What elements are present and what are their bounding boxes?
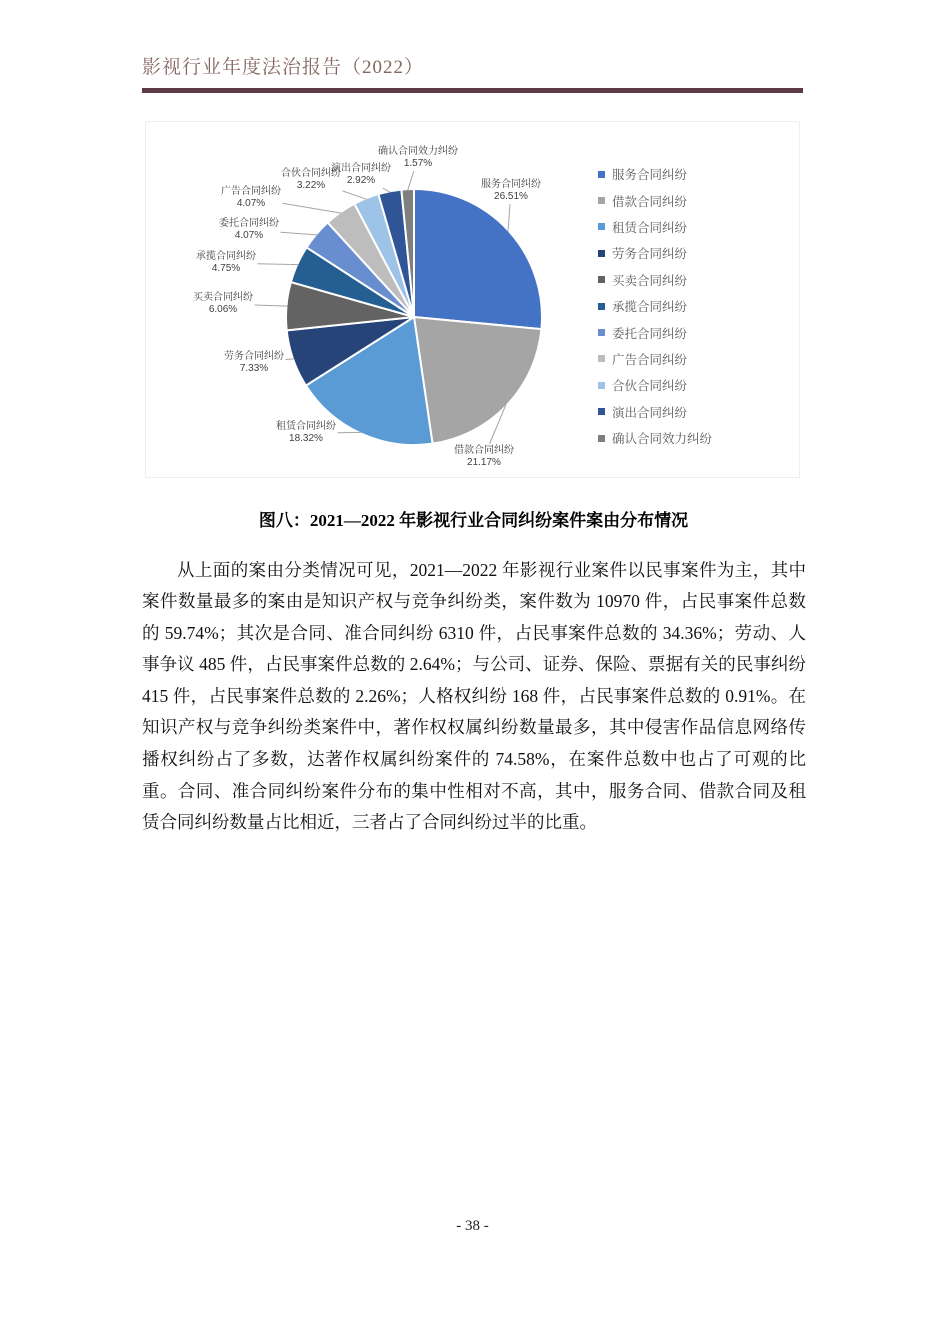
slice-label-percent: 4.75% <box>211 263 241 274</box>
legend-item-10 <box>598 425 712 451</box>
slice-label-3 <box>224 351 284 375</box>
slice-label-name: 委托合同纠纷 <box>219 218 279 229</box>
slice-label-6 <box>219 218 279 242</box>
legend-item-8 <box>598 372 712 398</box>
legend-marker-icon <box>598 382 605 389</box>
document-header <box>142 52 803 93</box>
slice-label-1 <box>454 445 514 469</box>
slice-label-name: 借款合同纠纷 <box>454 445 514 456</box>
legend-item-2 <box>598 214 712 240</box>
slice-label-percent: 7.33% <box>239 363 269 374</box>
legend-label: 买卖合同纠纷 <box>612 273 688 288</box>
slice-label-name: 确认合同效力纠纷 <box>378 146 458 157</box>
slice-label-percent: 18.32% <box>289 433 323 444</box>
legend-label: 委托合同纠纷 <box>612 326 688 341</box>
leader-line-4 <box>255 305 288 306</box>
page-number: - 38 - <box>456 1218 489 1234</box>
legend-marker-icon <box>598 355 605 362</box>
slice-label-percent: 1.57% <box>403 158 433 169</box>
leader-line-7 <box>283 203 342 213</box>
body-paragraph: 从上面的案由分类情况可见，2021—2022 年影视行业案件以民事案件为主，其中案件数量最多的案由是知识产权与竞争纠纷类，案件数为 10970 件，占民事案件总数的 59.74%；其次是合同、准合同纠纷 6310 件，占民事案件总数的 34.36%；劳动、人事争议 485 件，占民事案件总数的 2.64%；与公司、证券、保险、票据有关的民事纠纷 415 件，占民事案件总数的 2.26%；人格权纠纷 168 件，占民事案件总数的 0.91%。在知识产权与竞争纠纷类案件中，著作权权属纠纷数量最多，其中侵害作品信息网络传播权纠纷占了多数，达著作权属纠纷案件的 74.58%，在案件总数中也占了可观的比重。合同、准合同纠纷案件分布的集中性相对不高，其中，服务合同、借款合同及租赁合同纠纷数量占比相近，三者占了合同纠纷过半的比重。 <box>142 559 806 833</box>
legend-marker-icon <box>598 303 605 310</box>
slice-label-4 <box>193 292 253 316</box>
legend-item-0 <box>598 161 712 187</box>
legend-marker-icon <box>598 276 605 283</box>
legend-item-7 <box>598 346 712 372</box>
report-title: 影视行业年度法治报告（2022） <box>142 57 425 78</box>
legend-item-4 <box>598 267 712 293</box>
slice-label-name: 广告合同纠纷 <box>221 186 281 197</box>
legend-item-5 <box>598 293 712 319</box>
slice-label-2 <box>276 421 336 445</box>
legend-label: 承揽合同纠纷 <box>612 300 688 315</box>
legend-marker-icon <box>598 435 605 442</box>
leader-line-5 <box>258 264 299 265</box>
slice-label-0 <box>481 179 541 203</box>
slice-label-name: 合伙合同纠纷 <box>281 168 341 179</box>
legend-label: 广告合同纠纷 <box>612 352 688 367</box>
legend-label: 借款合同纠纷 <box>612 194 688 209</box>
slice-label-name: 买卖合同纠纷 <box>193 292 253 303</box>
pie-chart-figure <box>145 121 800 478</box>
legend-label: 演出合同纠纷 <box>612 405 688 420</box>
legend-item-6 <box>598 319 712 345</box>
legend-label: 确认合同效力纠纷 <box>612 432 713 447</box>
figure-caption: 图八：2021—2022 年影视行业合同纠纷案件案由分布情况 <box>258 511 689 530</box>
legend-marker-icon <box>598 223 605 230</box>
slice-label-percent: 2.92% <box>346 175 376 186</box>
legend-marker-icon <box>598 197 605 204</box>
slice-label-percent: 6.06% <box>208 304 238 315</box>
header-rule <box>142 88 803 93</box>
legend-label: 劳务合同纠纷 <box>612 247 688 262</box>
slice-label-percent: 4.07% <box>236 198 266 209</box>
legend-label: 合伙合同纠纷 <box>612 379 688 394</box>
leader-line-10 <box>408 171 414 190</box>
chart-legend <box>598 161 712 451</box>
slice-label-name: 演出合同纠纷 <box>331 163 391 174</box>
slice-label-10 <box>378 146 458 170</box>
legend-marker-icon <box>598 250 605 257</box>
leader-line-0 <box>508 204 510 232</box>
slice-label-5 <box>196 251 256 275</box>
slice-label-percent: 3.22% <box>296 180 326 191</box>
legend-item-9 <box>598 399 712 425</box>
slice-label-percent: 26.51% <box>494 191 528 202</box>
slice-label-name: 承揽合同纠纷 <box>196 251 256 262</box>
legend-label: 租赁合同纠纷 <box>612 220 688 235</box>
legend-marker-icon <box>598 329 605 336</box>
slice-label-percent: 21.17% <box>467 457 501 468</box>
pie-slice-0 <box>414 189 542 329</box>
legend-label: 服务合同纠纷 <box>612 168 688 183</box>
legend-item-3 <box>598 240 712 266</box>
slice-label-name: 服务合同纠纷 <box>481 179 541 190</box>
legend-marker-icon <box>598 171 605 178</box>
legend-item-1 <box>598 187 712 213</box>
slice-label-7 <box>221 186 281 210</box>
slice-label-name: 劳务合同纠纷 <box>224 351 284 362</box>
slice-label-percent: 4.07% <box>234 230 264 241</box>
legend-marker-icon <box>598 408 605 415</box>
pie-slice-1 <box>414 317 541 444</box>
slice-label-name: 租赁合同纠纷 <box>276 421 336 432</box>
leader-line-6 <box>281 232 318 235</box>
leader-line-8 <box>343 191 367 199</box>
